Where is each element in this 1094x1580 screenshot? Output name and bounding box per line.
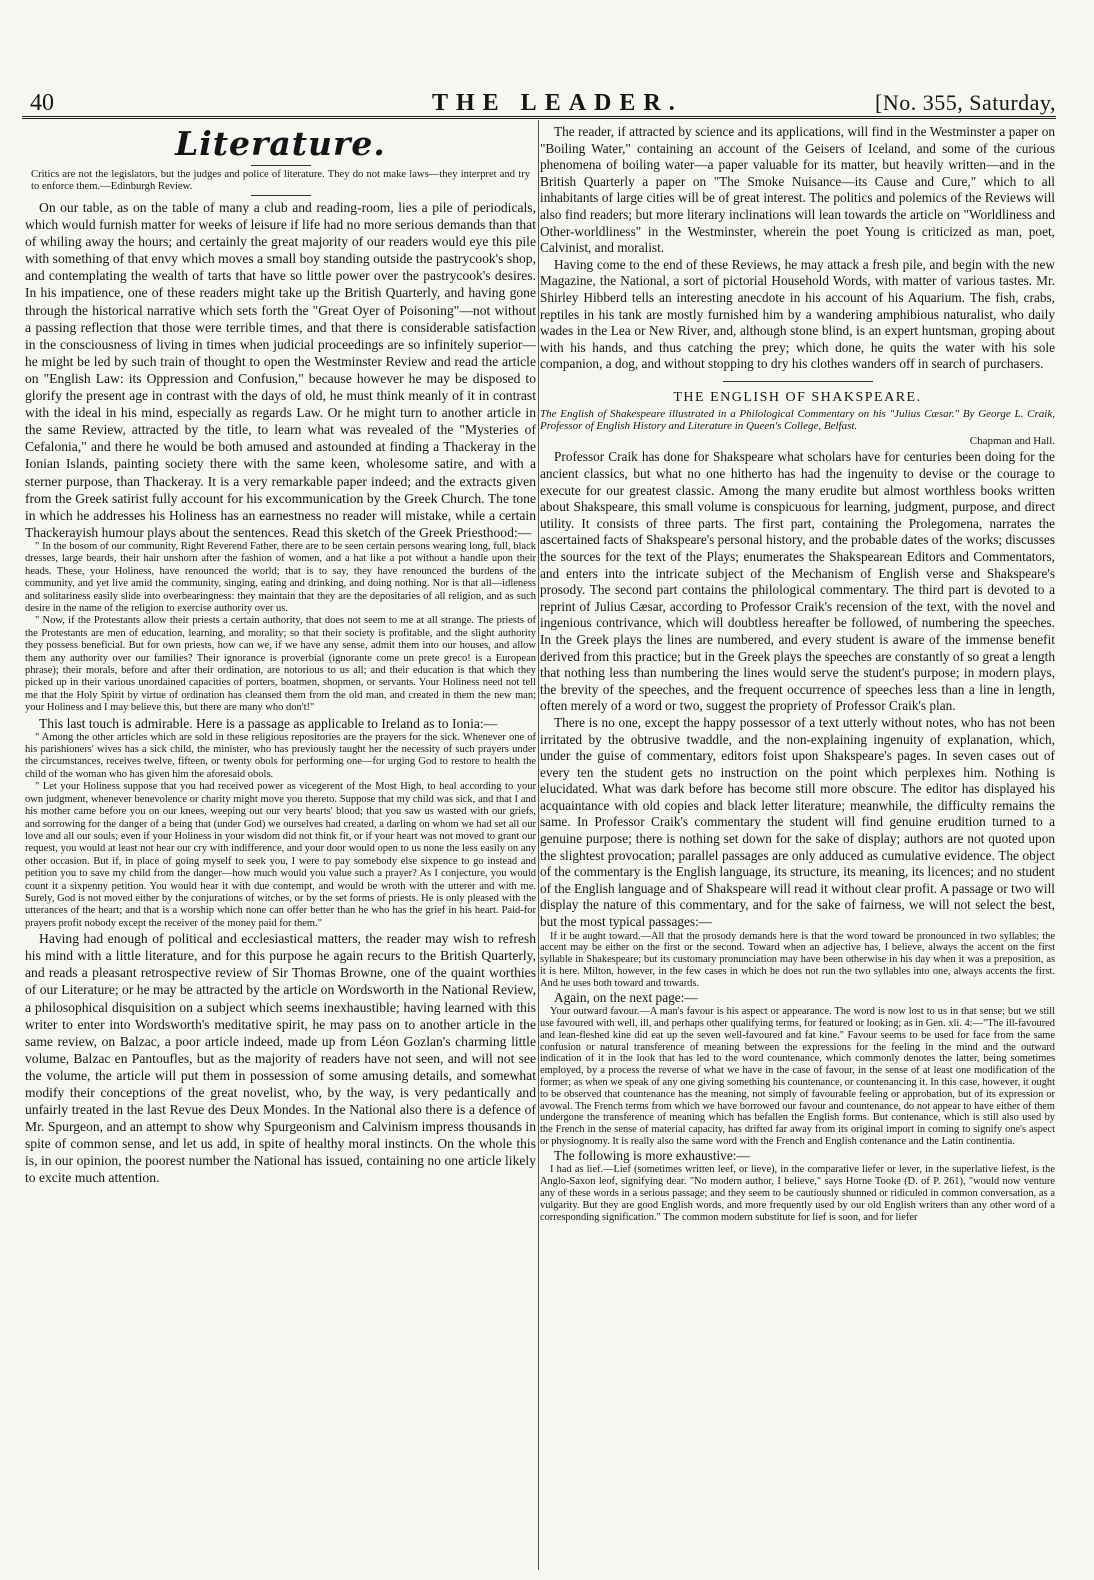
paragraph: The following is more exhaustive:— [554,1147,750,1163]
quotation: Your outward favour.—A man's favour is his aspect or appearance. The word is now lost to us in that sense; but we still use favoured with well, ill, and perhaps other qualifying terms, for featured or looking; as in Gen. xli. 4:—"The ill-favoured and lean-fleshed kine did eat up the seven well-favoured and fat kine." Favour seems to be used for face from the same confusion or natural transference of meaning between the expressions for the feeling in the mind and the outward indication of it in the look that has led to the word countenance, which commonly denotes the latter, being sometimes employed, by a process the reverse of what we have in the case of favour, in the sense of at least one modification of the former; as when we speak of any one giving something his countenance, or countenancing it. In this case, however, it ought to be observed that countenance has the meaning, not simply of favourable feeling or approbation, but of its expression or avowal. The French terms from which we have borrowed our favour and countenance, do not appear to have either of them undergone the transference of meaning which has befallen the English forms. But contenance, which is still also used by the French in the sense of material capacity, has drifted far away from its original import in coming to signify one's aspect or physiognomy. It is really also the same word with the French and English contenance and the Latin continentia. [540,1006,1055,1147]
paragraph: On our table, as on the table of many a club and reading-room, lies a pile of periodicals, which would furnish matter for weeks of leisure if life had no more serious demands than that of whiling away the hours; and certainly the great majority of our readers would eye this pile with something of that envy which moves a small boy standing outside the pastrycook's shop, and contemplating the wealth of tarts that have so little power over the pastrycook's desires. In his impatience, one of these readers might take up the British Quarterly, and having gone through the historical narrative which sets forth the "Great Oyer of Poisoning"—not without a passing reflection that those were terrible times, and that there is considerable satisfaction in the consciousness of living in times when judicial proceedings are so infinitely superior—he might be led by such train of thought to open the Westminster Review and read the article on "English Law: its Oppression and Confusion," because however he may be disposed to glorify the present age in contrast with the days of old, he must think meanly of it in contrast with the ideal in his mind, especially as regards Law. Or he might turn to another article in the same Review, attracted by the title, to learn what was revealed of the "Mysteries of Cefalonia," and there he would be both amused and astounded at finding a Thackeray in the Ionian Islands, painting society there with the same keen, wholesome satire, and with a sterner purpose, than Thackeray. It is a very remarkable paper indeed; and the extracts given from the Greek satirist fully account for his excommunication by the Greek Church. The tone in which he addresses his Holiness has an earnestness no reader will mistake, while a certain Thackerayish humour plays about the sentences. Read this sketch of the Greek Priesthood:— [25,200,536,540]
quotation: " Let your Holiness suppose that you had received power as vicegerent of the Most High, to heal according to your own judgment, whenever benevolence or charity might move you thereto. Suppose that my child was sick, and that I and his mother came before you on our knees, weeping out our very hearts' blood; that you saw us wasted with our griefs, and sorrowing for the danger of a being that (under God) we ourselves had created, a darling on whom we had set all our love and all our souls; even if your Holiness in your wisdom did not think fit, or if your heart was not moved to grant our request, you would at least not hear our cry with indifference, and your door would open to us none the less easily on any other occasion. But if, in place of going myself to seek you, I were to pay somebody else sixpence to go instead and petition you to save my child from the danger—how much would you value such a prayer? As I conjecture, you would count it a sixpenny petition. You would hear it with due contempt, and would be wroth with the utterer and with me. Surely, God is not moved either by the conjurations of witches, or by the set forms of priests. He is only pleased with the utterances of the heart; and that is a worship which none can offer better than he who has the grief in his heart. Paid-for prayers profit nobody except the receiver of the money paid for them." [25,781,536,929]
page-header [22,90,1056,119]
quotation: If it be aught toward.—All that the prosody demands here is that the word toward be pronounced in two syllables; the accent may be either on the first or the second. Toward when an adjective has, I believe, always the accent on the first syllable in Shakespeare; but its customary pronunciation may have been otherwise in his day when it was a preposition, as it is here. Milton, however, in the few cases in which he does not run the two syllables into one, always accents the first. And he uses both toward and towards. [540,930,1055,989]
quotation: " Among the other articles which are sold in these religious repositories are the prayers for the sick. Whenever one of his parishioners' wives has a sick child, the minister, who has previously taught her the necessity of such prayers under the circumstances, receives twelve, fifteen, or twenty obols for performing one—for urging God to restore to health the child of the woman who has given him the aforesaid obols. [25,731,536,780]
page-number: 40 [30,90,54,116]
masthead-title: THE LEADER. [432,90,683,116]
paragraph: Having had enough of political and ecclesiastical matters, the reader may wish to refresh his mind with a little literature, and for this purpose he again recurs to the British Quarterly, and reads a pleasant retrospective review of Sir Thomas Browne, one of the quaint worthies of our Literature; or he may be attracted by the article on Wordsworth in the National Review, a philosophical disquisition on a subject which seems inexhaustible; having learned with this writer to enter into Wordsworth's meditative spirit, he may pass on to another article in the same review, on Balzac, a poor article indeed, made up from Léon Gozlan's charming little volume, Balzac en Pantoufles, but as the majority of readers have not seen, and will not see the volume, the article will put them in possession of some amusing details, and somewhat modify their conceptions of the great novelist, who, by the way, is very pedantically and unfairly treated in the last Revue des Deux Mondes. In the National also there is a defence of Mr. Spurgeon, and an attempt to show why Spurgeonism and Calvinism impress thousands in spite of common sense, and let us add, in spite of healthy moral instincts. On the whole this is, in our opinion, the poorest number the National has issued, containing no one article likely to excite much attention. [25,931,536,1186]
left-column [25,124,536,1570]
paragraph: Again, on the next page:— [554,989,698,1005]
paragraph: Having come to the end of these Reviews, he may attack a fresh pile, and begin with the new Magazine, the National, a sort of pictorial Household Words, with matter of various tastes. Mr. Shirley Hibberd tells an interesting anecdote in his account of his Aquarium. The fish, crabs, reptiles in his tank are mostly furnished him by a wandering amphibious naturalist, who daily wades in the Lea or New River, and, although stone blind, is an expert huntsman, groping about with his hands, and thus catching the prey; which done, he quits the water with his sole companion, a dog, and without stopping to dry his clothes wanders off in search of purchasers. [540,256,1055,372]
paragraph: There is no one, except the happy possessor of a text utterly without notes, who has not been irritated by the obtrusive twaddle, and the non-explaining ingenuity of explanation, which, under the guise of commentary, editors foist upon Shakspeare's pages. In seven cases out of every ten the student gets no instruction on the point which perplexes him. Nothing is elucidated. What was dark before has become still more obscure. The editor has displayed his acquaintance with old copies and black letter literature; meanwhile, the difficulty remains the same. In Professor Craik's commentary the student will find genuine erudition turned to a genuine purpose; there is nothing set down for the sake of display; authors are not quoted upon the slightest provocation; parallel passages are only adduced as cumulative evidence. The object of the commentary is the English language, its structure, its meaning, its licences; and no student of the English language and of Shakspeare will read it without clear profit. A passage or two will display the nature of this commentary, and for the sake of fairness, we will not select the best, but the most typical passages:— [540,714,1055,930]
issue-number: [No. 355, Saturday, [875,90,1056,115]
bibliographic-note: The English of Shakespeare illustrated in a Philological Commentary on his "Julius Cæsar." By George L. Craik, Professor of English History and Literature in Queen's College, Belfast. [540,407,1055,433]
ornament-rule [251,165,311,166]
publisher: Chapman and Hall. [969,434,1055,447]
article-separator [723,381,873,382]
quotation: " Now, if the Protestants allow their priests a certain authority, that does not seem to me at all strange. The priests of the Protestants are men of education, learning, and morality; so that their society is profitable, and the slight authority they possess beneficial. But for own priests, how can we, if we have any sense, admit them into our houses, and allow them any authority over our families? Their ignorance is proverbial (ignorante come un prete greco! is a European phrase); their morals, before and after their ordination, are notorious to us all; and their education is that which they picked up in their various unordained capacities of porters, boatmen, shopmen, or servants. Your Holiness need not tell me that the Holy Spirit by virtue of ordination has cleansed them from the old man, and created in them the new man; your Holiness and I may believe this, but there are many who don't!" [25,615,536,714]
quotation: " In the bosom of our community, Right Reverend Father, there are to be seen certain persons wearing long, full, black dresses, large beards, their hair unshorn after the fashion of women, and a hat like a pot without a handle upon their heads. These, your Holiness, have renounced the world; that is to say, they have renounced the burdens of the community, and yet live amid the community, singing, eating and drinking, and doing nothing. Nor is that all—idleness and solitariness easily slide into overbearingness: they maintain that they are the depositaries of all religion, and as such desire in the name of the religion to exercise authority over us. [25,540,536,614]
paragraph: Professor Craik has done for Shakspeare what scholars have for centuries been doing for the ancient classics, but what no one hitherto has had the ingenuity to devise or the courage to execute for our greatest classic. Among the many erudite but almost worthless books written about Shakspeare, this small volume is conspicuous for learning, judgment, purpose, and direct utility. It consists of three parts. The first part, containing the Prolegomena, narrates the ascertained facts of Shakspeare's personal history, and the probable dates of the works; discusses the sources for the text of the Plays; enumerates the Shakspearean Editors and Commentators, and enters into the intricate subject of the Mechanism of English verse and Shakspeare's prosody. The second part contains the philological commentary. The third part is devoted to a reprint of Julius Cæsar, according to Professor Craik's recension of the text, with the novel and ingenious contrivance, which will doubtless hereafter be followed, of numbering the speeches. In the Greek plays the lines are numbered, and every student is aware of the immense benefit derived from this practice; but in the Greek plays the speeches are constantly of so great a length that nothing less than numbering the lines would serve the student's purpose; in modern plays, the brevity of the speeches, and the frequent occurrence of speeches less than a line in length, often merely of a word or two, suggest the propriety of Professor Craik's plan. [540,449,1055,714]
paragraph: This last touch is admirable. Here is a passage as applicable to Ireland as to Ionia:— [39,715,498,731]
paragraph: The reader, if attracted by science and its applications, will find in the Westminster a paper on "Boiling Water," containing an account of the Geisers of Iceland, and some of the curious phenomena of boiling water—a paper valuable for its matter, but heavily written—and in the British Quarterly a paper on "The Smoke Nuisance—its Cause and Cure," which to all inhabitants of large cities will be of great interest. The politics and polemics of the Reviews will also find readers; but more literary inclinations will lean towards the article on "Worldliness and Other-worldliness" in the Westminster, wherein the poet Young is criticized as man, poet, Calvinist, and moralist. [540,124,1055,256]
article-title: THE ENGLISH OF SHAKSPEARE. [673,389,922,405]
epigraph: Critics are not the legislators, but the judges and police of literature. They do not make laws—they interpret and try to enforce them.—Edinburgh Review. [31,169,530,192]
quotation: I had as lief.—Lief (sometimes written leef, or lieve), in the comparative liefer or lever, in the superlative liefest, is the Anglo-Saxon leof, signifying dear. "No modern author, I believe," says Horne Tooke (D. of P. 261), "would now venture any of these words in a serious passage; and they seem to be cautiously shunned or ridiculed in common conversation, as a vulgarity. But they are good English words, and more frequently used by our old English writers than any other word of a corresponding signification." The common modern substitute for lief is soon, and for liefer [540,1164,1055,1223]
section-title: Literature. [175,124,386,163]
ornament-rule [251,195,311,196]
right-column [540,124,1055,1570]
column-divider [538,120,539,1570]
